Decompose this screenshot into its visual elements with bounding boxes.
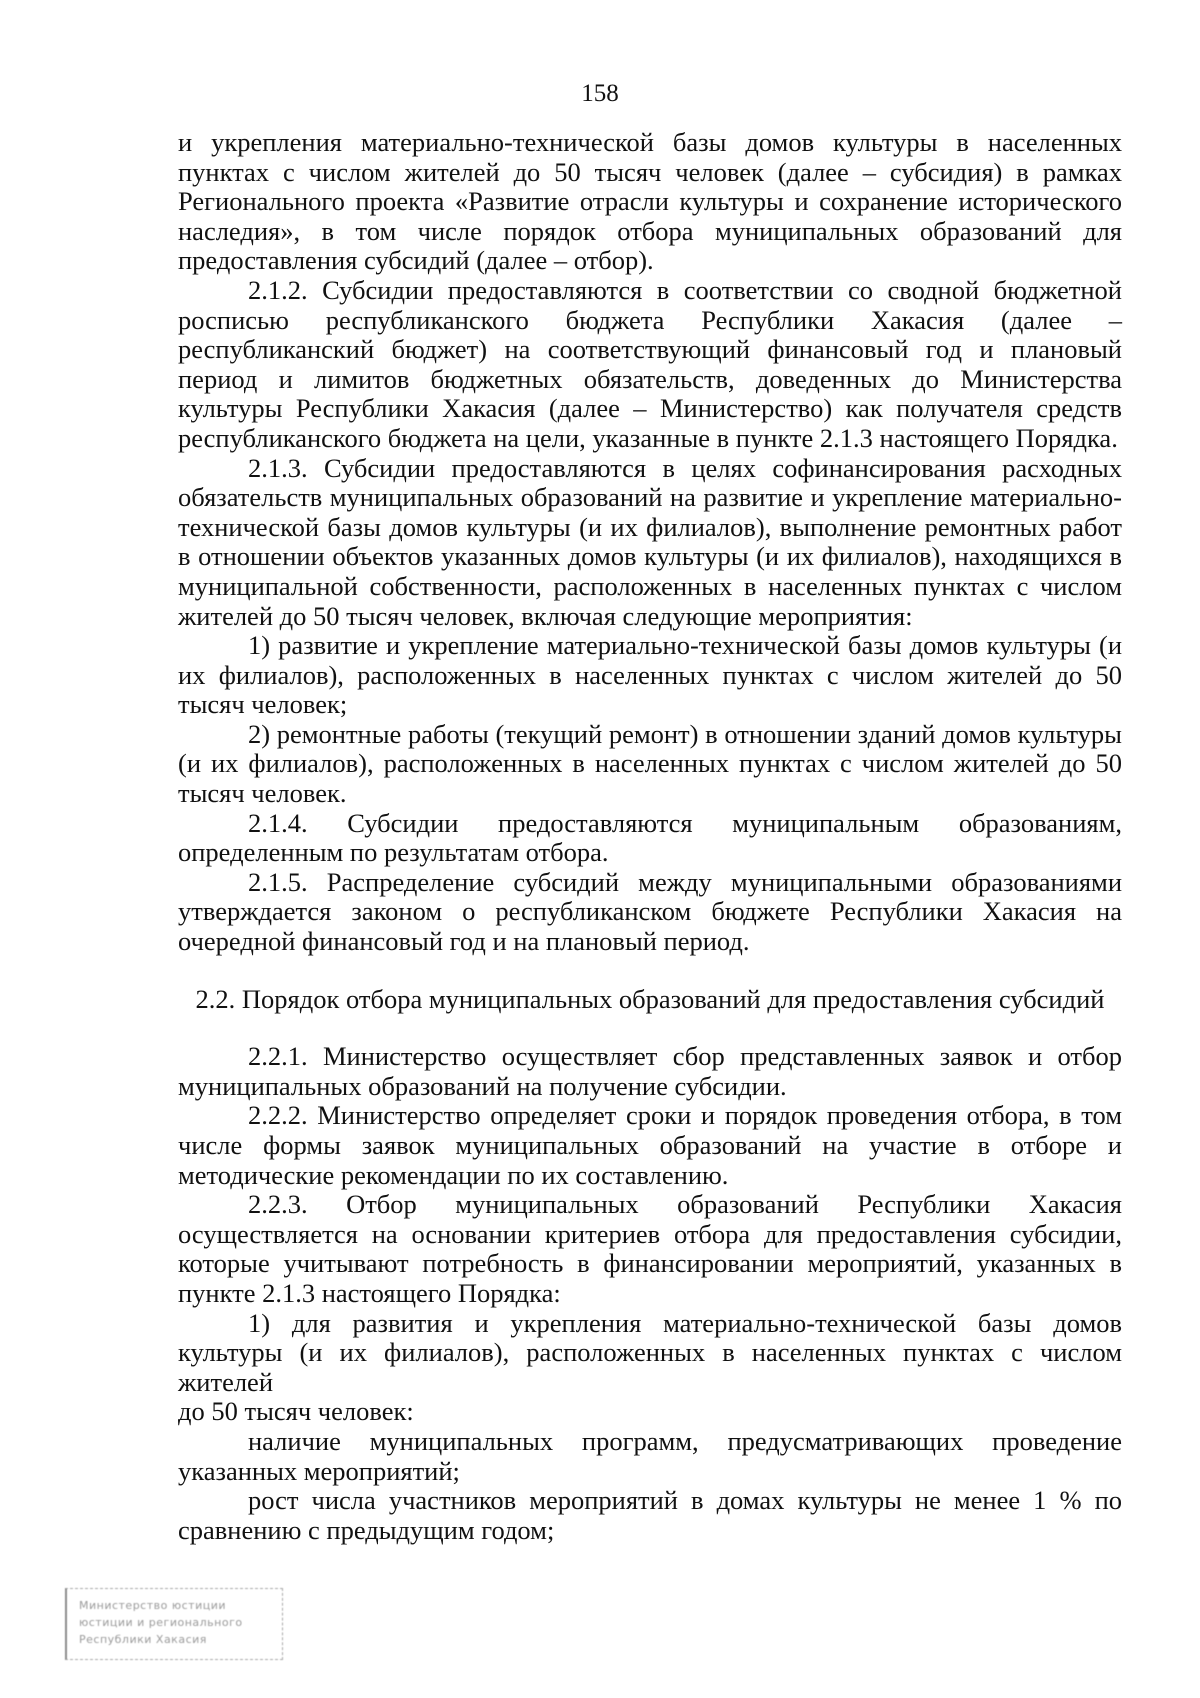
paragraph: 2.1.3. Субсидии предоставляются в целях софинансирования расходных обязательств муниципальных образований на развитие и укрепление материально-технической базы домов культуры (и их филиалов), выполнение ремонтных работ в отношении объектов указанных домов культуры (и их филиалов), находящихся в муниципальной собственности, расположенных в населенных пунктах с числом жителей до 50 тысяч человек, включая следующие мероприятия:: [178, 452, 1122, 631]
stamp-line: юстиции и регионального: [79, 1616, 243, 1629]
paragraph: до 50 тысяч человек:: [178, 1396, 414, 1427]
paragraph: 2.1.4. Субсидии предоставляются муниципальным образованиям, определенным по результатам отбора.: [178, 807, 1122, 868]
paragraph: наличие муниципальных программ, предусматривающих проведение указанных мероприятий;: [178, 1425, 1122, 1486]
section-heading: 2.2. Порядок отбора муниципальных образований для предоставления субсидий: [195, 983, 1105, 1014]
paragraph: рост числа участников мероприятий в домах культуры не менее 1 % по сравнению с предыдущим годом;: [178, 1485, 1122, 1545]
paragraph: 2) ремонтные работы (текущий ремонт) в отношении зданий домов культуры (и их филиалов), расположенных в населенных пунктах с числом жителей до 50 тысяч человек.: [178, 718, 1122, 809]
paragraph: 1) развитие и укрепление материально-технической базы домов культуры (и их филиалов), расположенных в населенных пунктах с числом жителей до 50 тысяч человек;: [178, 630, 1122, 720]
paragraph: 1) для развития и укрепления материально-технической базы домов культуры (и их филиалов), расположенных в населенных пунктах с числом жителей: [178, 1307, 1122, 1397]
paragraph: и укрепления материально-технической базы домов культуры в населенных пунктах с числом жителей до 50 тысяч человек (далее – субсидия) в рамках Регионального проекта «Развитие отрасли культуры и сохранение исторического наследия», в том числе порядок отбора муниципальных образований для предоставления субсидий (далее – отбор).: [178, 127, 1122, 276]
paragraph: 2.1.2. Субсидии предоставляются в соответствии со сводной бюджетной росписью республиканского бюджета Республики Хакасия (далее – республиканский бюджет) на соответствующий финансовый год и плановый период и лимитов бюджетных обязательств, доведенных до Министерства культуры Республики Хакасия (далее – Министерство) как получателя средств республиканского бюджета на цели, указанные в пункте 2.1.3 настоящего Порядка.: [178, 274, 1122, 453]
section-2-2-paragraphs: [178, 1042, 1122, 1545]
paragraph: 2.1.5. Распределение субсидий между муниципальными образованиями утверждается законом о республиканском бюджете Республики Хакасия на очередной финансовый год и на плановый период.: [178, 866, 1122, 957]
stamp-line: Министерство юстиции: [79, 1599, 227, 1612]
document-body: [178, 128, 1122, 1545]
page-number: 158: [581, 80, 619, 107]
paragraph: 2.2.2. Министерство определяет сроки и порядок проведения отбора, в том числе формы заявок муниципальных образований на участие в отборе и методические рекомендации по их составлению.: [178, 1100, 1122, 1190]
stamp-line: Республики Хакасия: [79, 1633, 207, 1646]
registration-stamp: [65, 1588, 283, 1660]
paragraph: 2.2.1. Министерство осуществляет сбор представленных заявок и отбор муниципальных образований на получение субсидии.: [178, 1041, 1122, 1101]
paragraph: 2.2.3. Отбор муниципальных образований Республики Хакасия осуществляется на основании критериев отбора для предоставления субсидии, которые учитывают потребность в финансировании мероприятий, указанных в пункте 2.1.3 настоящего Порядка:: [178, 1189, 1122, 1308]
section-2-1-paragraphs: [178, 128, 1122, 957]
